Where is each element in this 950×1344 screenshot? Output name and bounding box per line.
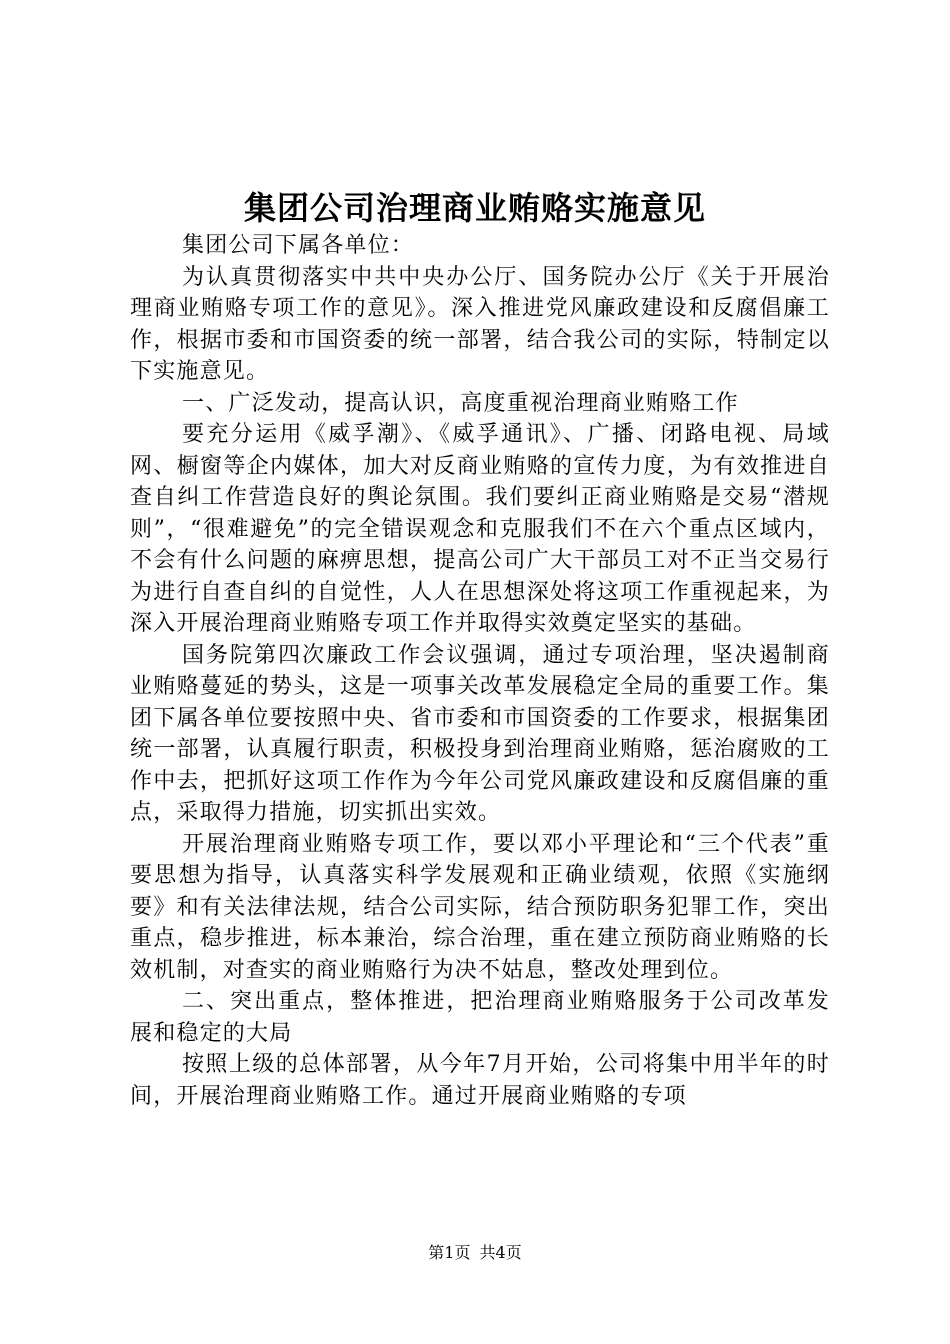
page-footer <box>0 1242 950 1264</box>
salutation-paragraph: 集团公司下属各单位： <box>182 233 415 258</box>
body-paragraph: 要充分运用《威孚潮》、《威孚通讯》、广播、闭路电视、局域网、橱窗等企内媒体，加大对反商业贿赂的宣传力度，为有效推进自查自纠工作营造良好的舆论氛围。我们要纠正商业贿赂是交易“潜规则”，“很难避免”的完全错误观念和克服我们不在六个重点区域内，不会有什么问题的麻痹思想，提高公司广大干部员工对不正当交易行为进行自查自纠的自觉性，人人在思想深处将这项工作重视起来，为深入开展治理商业贿赂专项工作并取得实效奠定坚实的基础。 <box>130 422 830 636</box>
section-heading-1: 一、广泛发动，提高认识，高度重视治理商业贿赂工作 <box>182 390 739 416</box>
total-pages: 共4页 <box>479 1243 522 1262</box>
body-paragraph: 按照上级的总体部署，从今年7月开始，公司将集中用半年的时间，开展治理商业贿赂工作。通过开展商业贿赂的专项 <box>130 1052 830 1109</box>
body-paragraph: 开展治理商业贿赂专项工作，要以邓小平理论和“三个代表”重要思想为指导，认真落实科学发展观和正确业绩观，依照《实施纲要》和有关法律法规，结合公司实际，结合预防职务犯罪工作，突出重点，稳步推进，标本兼治，综合治理，重在建立预防商业贿赂的长效机制，对查实的商业贿赂行为决不姑息，整改处理到位。 <box>130 831 830 983</box>
document-body <box>130 230 830 1112</box>
body-paragraph: 国务院第四次廉政工作会议强调，通过专项治理，坚决遏制商业贿赂蔓延的势头，这是一项事关改革发展稳定全局的重要工作。集团下属各单位要按照中央、省市委和市国资委的工作要求，根据集团统一部署，认真履行职责，积极投身到治理商业贿赂，惩治腐败的工作中去，把抓好这项工作作为今年公司党风廉政建设和反腐倡廉的重点，采取得力措施，切实抓出实效。 <box>130 642 830 825</box>
document-title: 集团公司治理商业贿赂实施意见 <box>243 189 706 227</box>
page-number: 第1页 <box>428 1243 471 1262</box>
section-heading-2: 二、突出重点，整体推进，把治理商业贿赂服务于公司改革发展和稳定的大局 <box>130 989 830 1046</box>
intro-paragraph: 为认真贯彻落实中共中央办公厅、国务院办公厅《关于开展治理商业贿赂专项工作的意见》。深入推进党风廉政建设和反腐倡廉工作，根据市委和市国资委的统一部署，结合我公司的实际，特制定以下实施意见。 <box>130 264 830 384</box>
